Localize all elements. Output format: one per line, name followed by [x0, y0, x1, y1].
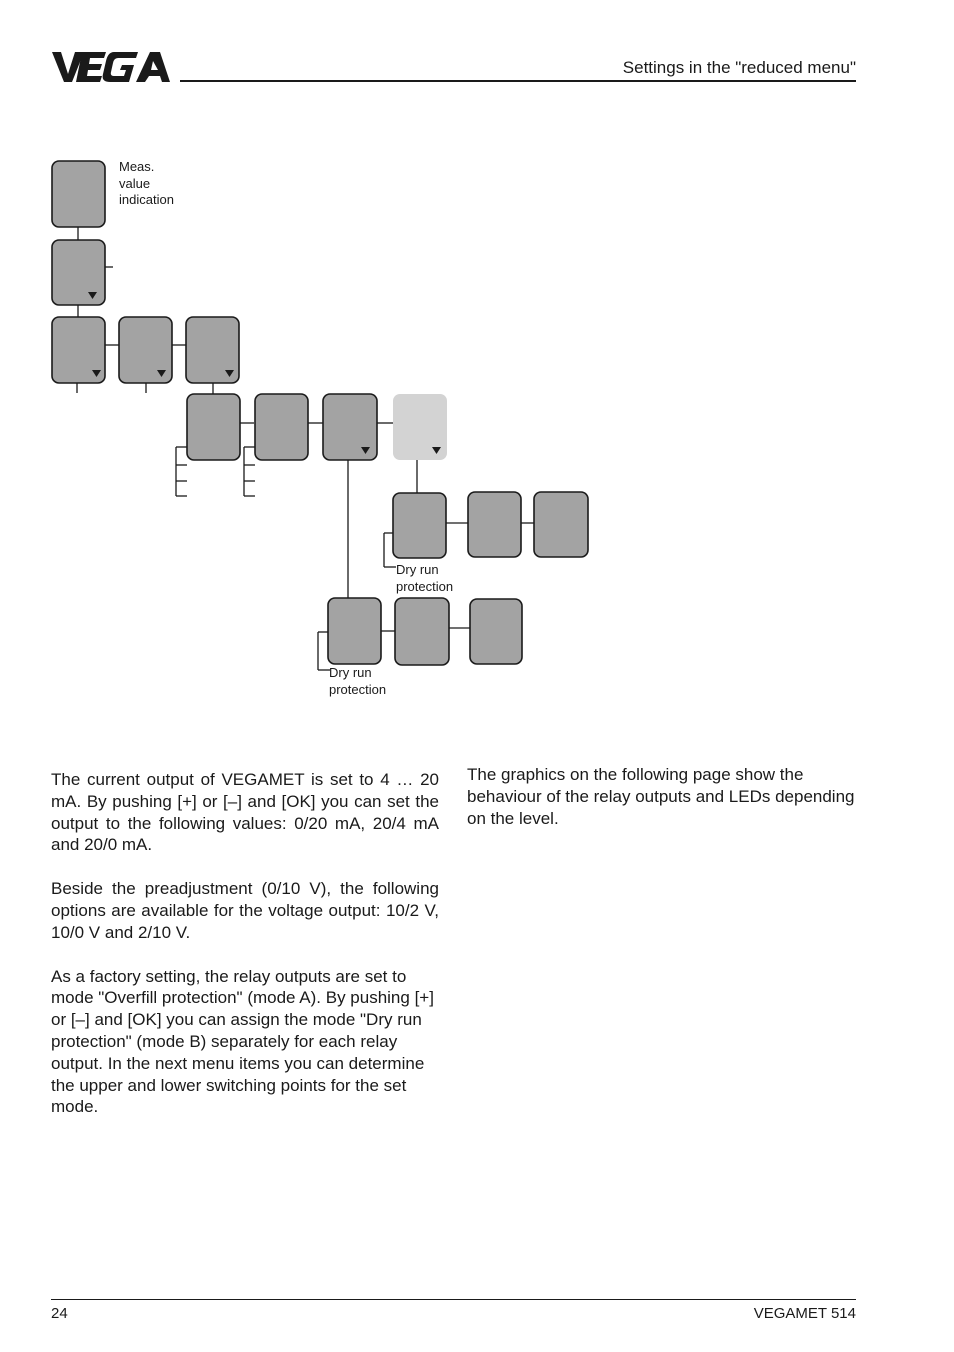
- paragraph-current-output: The current output of VEGAMET is set to 4 … 20 mA. By pushing [+] or [–] and [OK] you can set the output to the following values: 0/20 mA, 20/4 mA and 20/0 mA.: [51, 770, 439, 855]
- paragraph-graphics-note: The graphics on the following page show the behaviour of the relay outputs and LEDs depending on the level.: [467, 765, 855, 828]
- product-name: VEGAMET 514: [753, 1305, 856, 1322]
- body-left-column: [51, 769, 439, 1140]
- menu-box-row5-1: [393, 493, 446, 558]
- label-dry-run-protection-1: Dry run protection: [396, 562, 454, 594]
- paragraph-relay-outputs: As a factory setting, the relay outputs are set to mode "Overfill protection" (mode A). By pushing [+] or [–] and [OK] you can assign the mode "Dry run protection" (mode B) separately for each relay output. In the next menu items you can determine the upper and lower switching points for the set mode.: [51, 966, 434, 1117]
- page-number: 24: [51, 1305, 68, 1322]
- body-right-column: [467, 764, 856, 851]
- menu-box-row4-1: [187, 394, 240, 460]
- menu-box-row3-2: [119, 317, 172, 383]
- label-meas-value-indication: Meas. value indication: [119, 159, 174, 207]
- label-dry-run-protection-2: Dry run protection: [329, 665, 387, 697]
- menu-box-row6-1: [328, 598, 381, 664]
- menu-box-row6-3: [470, 599, 522, 664]
- menu-box-row5-2: [468, 492, 521, 557]
- paragraph-voltage-output: Beside the preadjustment (0/10 V), the following options are available for the voltage output: 10/2 V, 10/0 V and 2/10 V.: [51, 879, 439, 942]
- menu-box-row5-3: [534, 492, 588, 557]
- menu-box-level2: [52, 240, 105, 305]
- menu-box-row6-2: [395, 598, 449, 665]
- footer-divider: [51, 1299, 856, 1300]
- menu-box-row4-3: [323, 394, 377, 460]
- menu-box-row4-2: [255, 394, 308, 460]
- section-title: Settings in the "reduced menu": [622, 58, 856, 77]
- menu-box-meas-value: [52, 161, 105, 227]
